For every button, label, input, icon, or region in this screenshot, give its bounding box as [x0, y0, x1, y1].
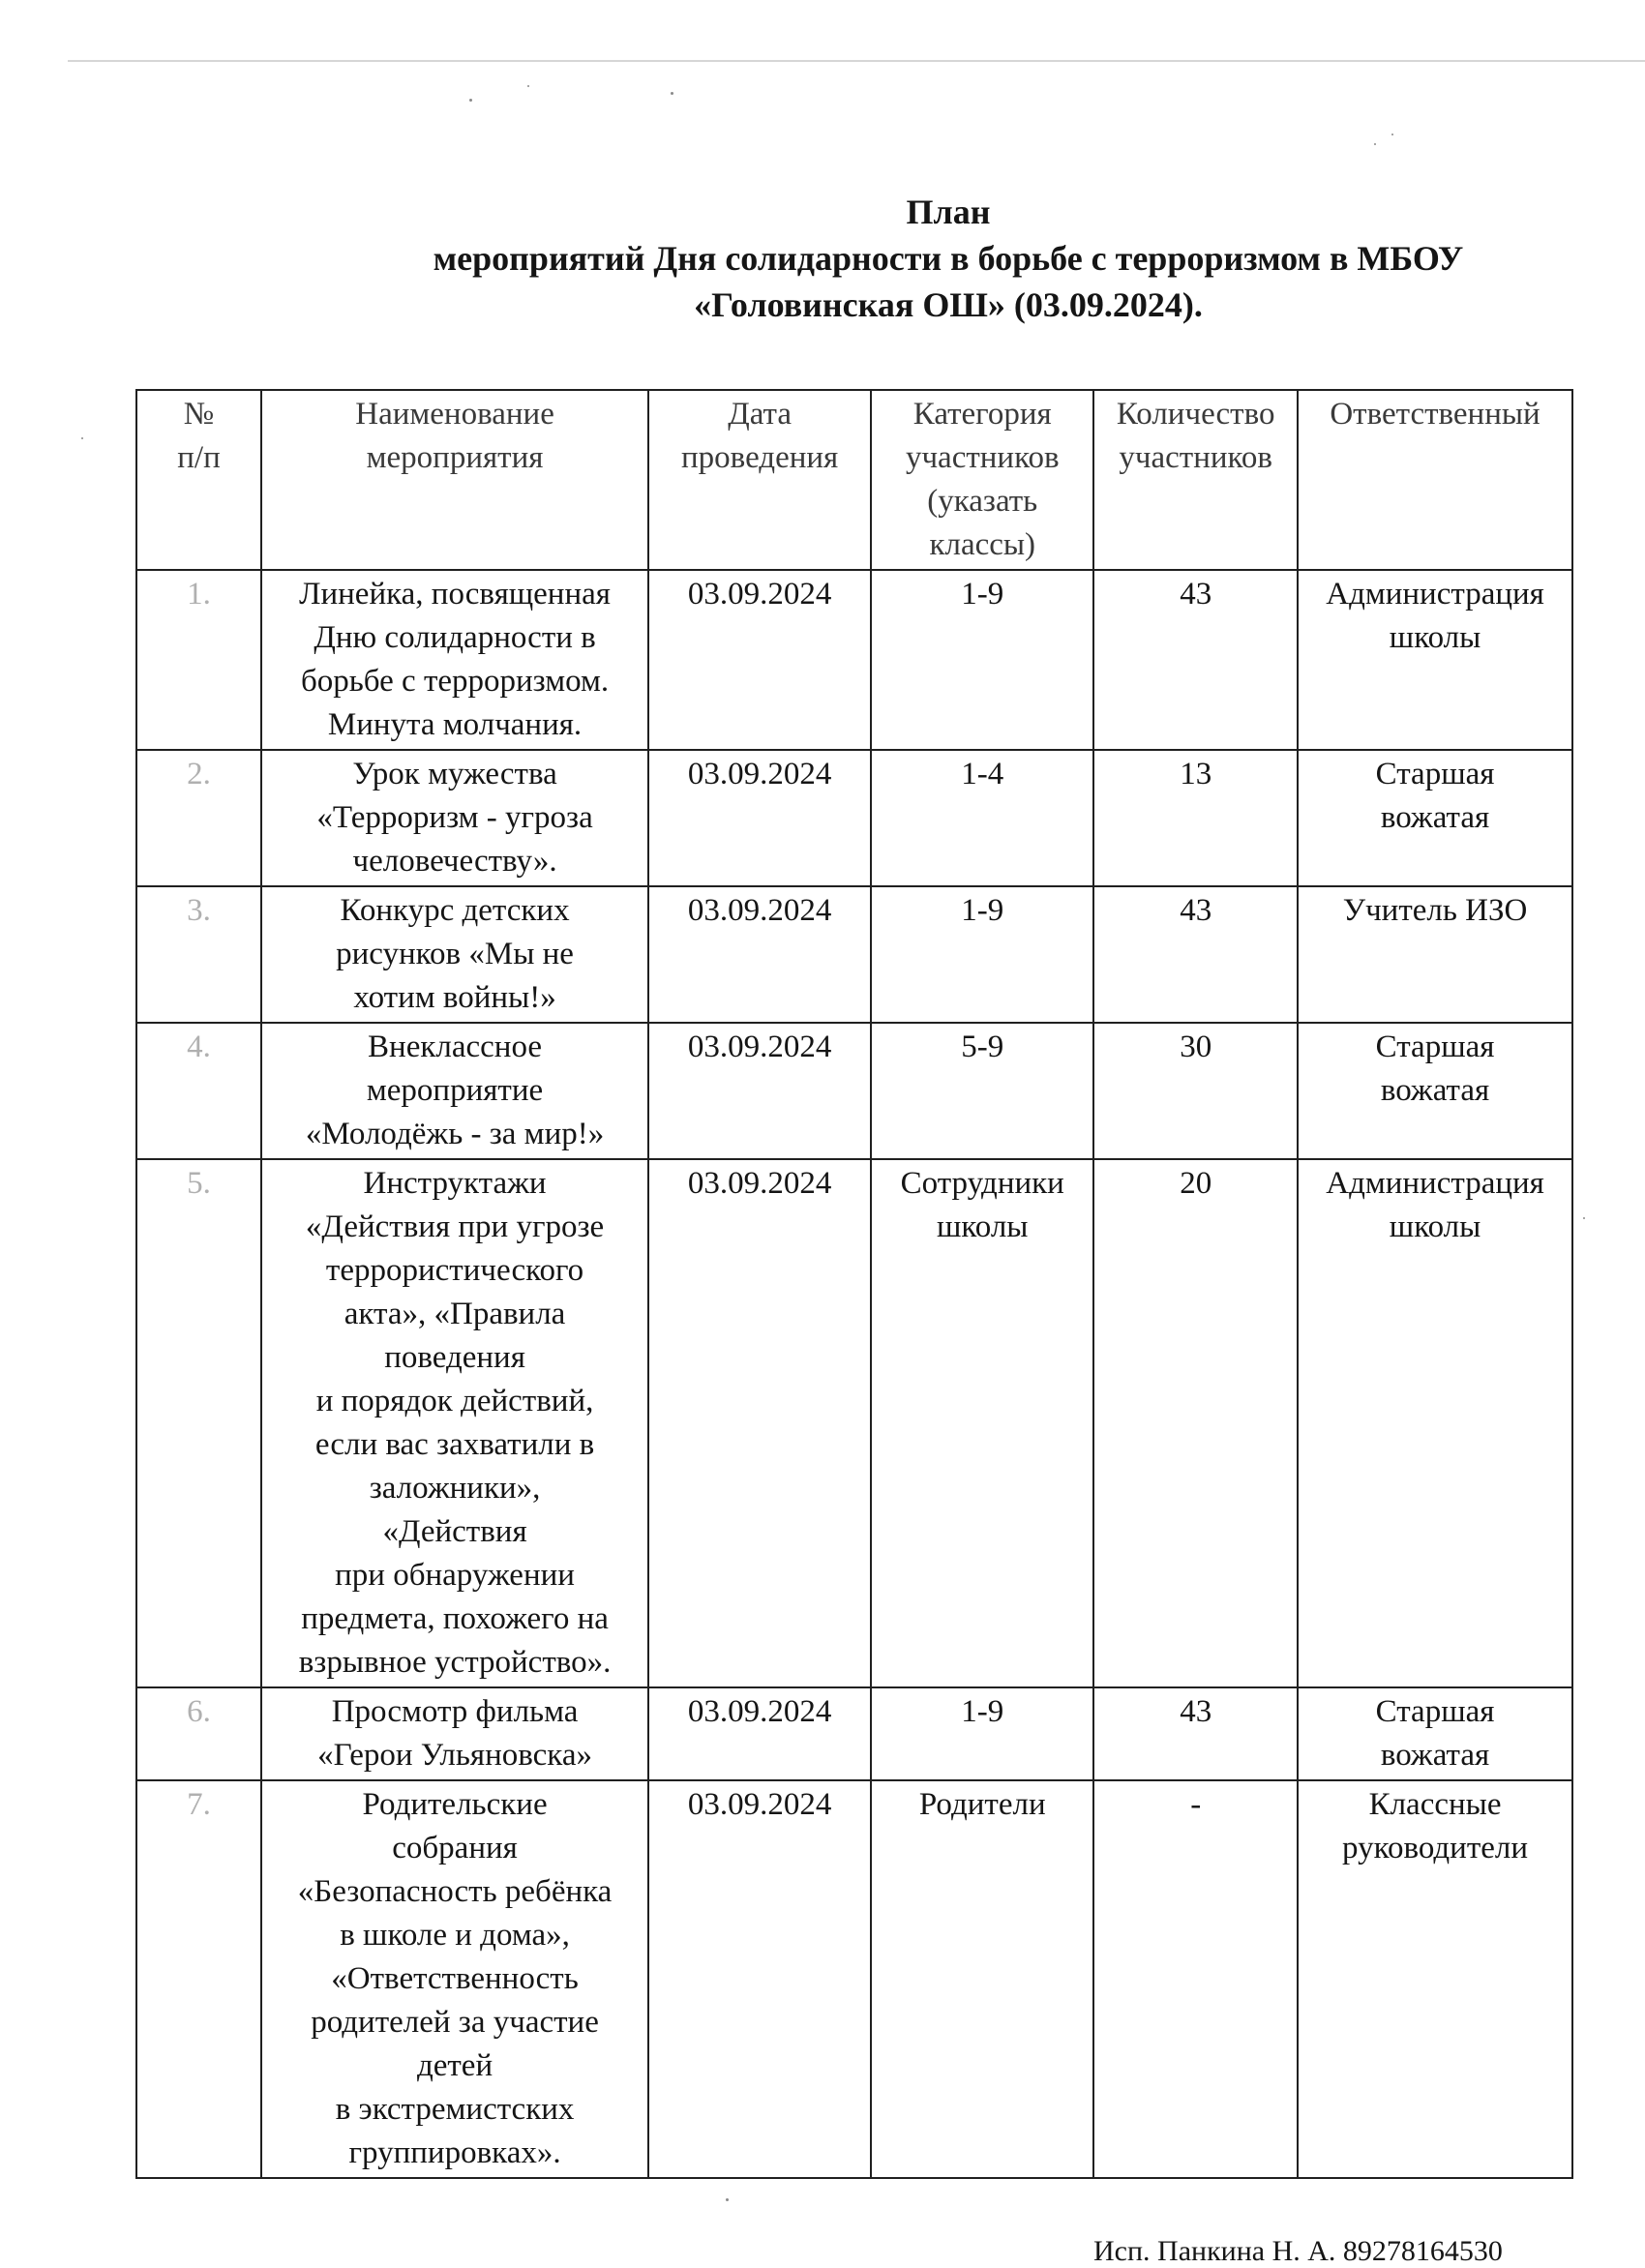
- table-row: [136, 1780, 1572, 2178]
- table-row: [136, 1687, 1572, 1780]
- cell-event-name: Просмотр фильма «Герои Ульяновска»: [261, 1687, 648, 1780]
- cell-event-name: Родительские собрания «Безопасность ребёнка в школе и дома», «Ответственность родителей за участие детей в экстремистских группировках».: [261, 1780, 648, 2178]
- cell-category: 1-4: [871, 750, 1093, 886]
- cell-category: 1-9: [871, 570, 1093, 750]
- cell-number: 7.: [136, 1780, 261, 2178]
- cell-responsible: Классные руководители: [1298, 1780, 1572, 2178]
- cell-date: 03.09.2024: [648, 1023, 871, 1159]
- document-title-block: [319, 189, 1577, 328]
- scan-speck: [469, 99, 472, 102]
- table-row: [136, 886, 1572, 1023]
- cell-date: 03.09.2024: [648, 886, 871, 1023]
- table-row: [136, 1159, 1572, 1687]
- cell-event-name: Внеклассное мероприятие «Молодёжь - за мир!»: [261, 1023, 648, 1159]
- cell-responsible: Администрация школы: [1298, 1159, 1572, 1687]
- cell-event-name: Инструктажи «Действия при угрозе террористического акта», «Правила поведения и порядок действий, если вас захватили в заложники», «Действия при обнаружении предмета, похожего на взрывное устройство».: [261, 1159, 648, 1687]
- cell-event-name: Конкурс детских рисунков «Мы не хотим войны!»: [261, 886, 648, 1023]
- cell-date: 03.09.2024: [648, 1687, 871, 1780]
- cell-category: 5-9: [871, 1023, 1093, 1159]
- document-title: План: [906, 193, 991, 231]
- cell-responsible: Учитель ИЗО: [1298, 886, 1572, 1023]
- table-row: [136, 570, 1572, 750]
- events-plan-table: [135, 389, 1573, 2179]
- cell-count: 43: [1093, 570, 1298, 750]
- scan-speck: [726, 2198, 729, 2201]
- cell-category: 1-9: [871, 1687, 1093, 1780]
- cell-count: 43: [1093, 886, 1298, 1023]
- cell-responsible: Старшая вожатая: [1298, 1023, 1572, 1159]
- cell-date: 03.09.2024: [648, 1780, 871, 2178]
- cell-event-name: Урок мужества «Терроризм - угроза человечеству».: [261, 750, 648, 886]
- cell-number: 6.: [136, 1687, 261, 1780]
- cell-count: 20: [1093, 1159, 1298, 1687]
- cell-date: 03.09.2024: [648, 750, 871, 886]
- cell-count: 13: [1093, 750, 1298, 886]
- scan-speck: [1391, 134, 1393, 135]
- scan-speck: [527, 85, 529, 87]
- table-row: [136, 1023, 1572, 1159]
- cell-event-name: Линейка, посвященная Дню солидарности в борьбе с терроризмом. Минута молчания.: [261, 570, 648, 750]
- cell-number: 1.: [136, 570, 261, 750]
- table-header-row: [136, 390, 1572, 570]
- cell-category: 1-9: [871, 886, 1093, 1023]
- cell-count: 43: [1093, 1687, 1298, 1780]
- cell-responsible: Администрация школы: [1298, 570, 1572, 750]
- cell-number: 3.: [136, 886, 261, 1023]
- cell-date: 03.09.2024: [648, 1159, 871, 1687]
- cell-date: 03.09.2024: [648, 570, 871, 750]
- document-subtitle-line-2: «Головинская ОШ» (03.09.2024).: [694, 285, 1203, 324]
- header-date: Дата проведения: [648, 390, 871, 570]
- scan-speck: [671, 92, 673, 95]
- table-row: [136, 750, 1572, 886]
- document-subtitle-line-1: мероприятий Дня солидарности в борьбе с терроризмом в МБОУ: [433, 239, 1464, 278]
- cell-category: Родители: [871, 1780, 1093, 2178]
- scan-edge-line: [68, 60, 1645, 62]
- executor-contact: Исп. Панкина Н. А. 89278164530: [1093, 2235, 1503, 2267]
- header-event-name: Наименование мероприятия: [261, 390, 648, 570]
- scan-speck: [81, 437, 83, 439]
- header-number: № п/п: [136, 390, 261, 570]
- cell-responsible: Старшая вожатая: [1298, 1687, 1572, 1780]
- header-participant-category: Категория участников (указать классы): [871, 390, 1093, 570]
- cell-count: -: [1093, 1780, 1298, 2178]
- cell-category: Сотрудники школы: [871, 1159, 1093, 1687]
- scan-speck: [1374, 143, 1376, 145]
- cell-number: 2.: [136, 750, 261, 886]
- cell-number: 5.: [136, 1159, 261, 1687]
- header-participant-count: Количество участников: [1093, 390, 1298, 570]
- scan-speck: [1583, 1217, 1585, 1219]
- cell-responsible: Старшая вожатая: [1298, 750, 1572, 886]
- cell-number: 4.: [136, 1023, 261, 1159]
- cell-count: 30: [1093, 1023, 1298, 1159]
- header-responsible: Ответственный: [1298, 390, 1572, 570]
